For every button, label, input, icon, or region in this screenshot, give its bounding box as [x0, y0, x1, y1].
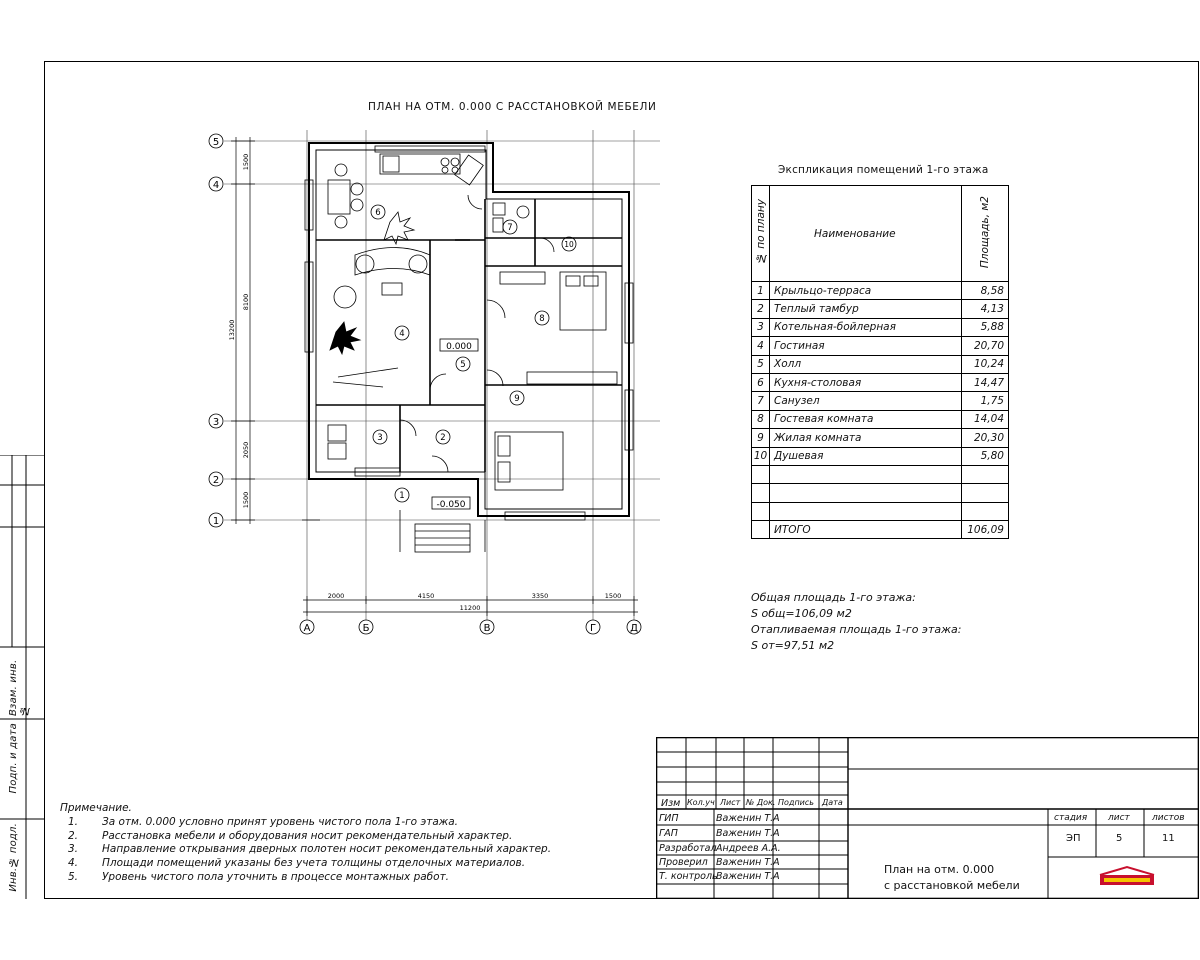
stamp-role: Проверил: [659, 857, 708, 868]
stamp-role: Разработал: [659, 843, 717, 854]
stamp-drawing-title-1: План на отм. 0.000: [884, 863, 995, 876]
stamp-stage-label: стадия: [1054, 813, 1088, 823]
summary-heated-label: Отапливаемая площадь 1-го этажа:: [751, 623, 962, 636]
note-item: [60, 830, 551, 844]
note-number: 2.: [68, 829, 79, 842]
room-name-cell: Теплый тамбур: [770, 300, 962, 318]
room-number-cell: 9: [752, 429, 770, 447]
stamp-header-list: Лист: [720, 798, 741, 807]
col-area-header: Площадь, м2: [962, 186, 1009, 282]
axis-h-4: 4: [212, 180, 220, 191]
dim-left-3: 8100: [242, 293, 250, 311]
table-row: [752, 410, 1009, 428]
summary-total-label: Общая площадь 1-го этажа:: [751, 591, 916, 604]
total-area: 106,09: [962, 521, 1009, 539]
dim-bottom-4: 1500: [604, 592, 622, 600]
dim-left-1: 1500: [242, 491, 250, 509]
area-summary: [751, 590, 961, 654]
notes-title: Примечание.: [60, 802, 132, 814]
table-row: [752, 447, 1009, 465]
stamp-header-izm: Изм: [661, 798, 681, 809]
level-porch: -0.050: [436, 500, 466, 510]
note-text: Площади помещений указаны без учета толщины отделочных материалов.: [102, 857, 526, 870]
room-name-cell: Душевая: [770, 447, 962, 465]
note-number: 1.: [68, 815, 79, 828]
col-number-header: № по плану: [752, 186, 770, 282]
col-name-header: Наименование: [770, 186, 962, 282]
note-text: Расстановка мебели и оборудования носит рекомендательный характер.: [102, 829, 513, 842]
note-item: [60, 857, 551, 871]
side-stamp-inv: Инв.№ подл.: [8, 823, 19, 892]
room-area-cell: 10,24: [962, 355, 1009, 373]
table-row: [752, 282, 1009, 300]
stamp-person: Важенин Т.А: [716, 828, 780, 839]
stamp-sheet-label: лист: [1108, 813, 1130, 823]
axis-v-a: А: [303, 623, 311, 634]
axis-v-d: Д: [630, 623, 638, 634]
room-num-7: 7: [507, 223, 513, 233]
note-number: 3.: [68, 843, 79, 856]
note-item: [60, 871, 551, 885]
room-area-cell: 14,47: [962, 373, 1009, 391]
stamp-sheets-value: 11: [1162, 833, 1175, 844]
room-area-cell: 14,04: [962, 410, 1009, 428]
side-stamp-vzam: Взам. инв. №: [8, 659, 30, 716]
room-number-cell: 6: [752, 373, 770, 391]
room-num-9: 9: [514, 394, 520, 404]
room-name-cell: Крыльцо-терраса: [770, 282, 962, 300]
company-logo: [1096, 865, 1158, 887]
stamp-header-date: Дата: [822, 798, 843, 807]
stamp-drawing-title-2: с расстановкой мебели: [884, 879, 1020, 892]
explication-title: Экспликация помещений 1-го этажа: [778, 164, 989, 176]
note-item: [60, 816, 551, 830]
dim-bottom-1: 2000: [327, 592, 345, 600]
room-name-cell: Котельная-бойлерная: [770, 318, 962, 336]
room-area-cell: 5,88: [962, 318, 1009, 336]
axis-h-3: 3: [212, 417, 220, 428]
level-main: 0.000: [446, 342, 472, 352]
room-name-cell: Гостевая комната: [770, 410, 962, 428]
summary-heated-value: S от=97,51 м2: [751, 639, 835, 652]
room-num-6: 6: [375, 208, 381, 218]
dim-bottom-2: 4150: [417, 592, 435, 600]
room-area-cell: 5,80: [962, 447, 1009, 465]
dim-left-4: 1500: [242, 153, 250, 171]
room-name-cell: Кухня-столовая: [770, 373, 962, 391]
axis-h-1: 1: [212, 516, 220, 527]
table-row: [752, 300, 1009, 318]
stamp-stage-value: ЭП: [1066, 833, 1081, 844]
axis-v-g: Г: [589, 623, 597, 634]
stamp-header-sign: Подпись: [778, 798, 814, 807]
stamp-role: Т. контроль: [659, 871, 718, 882]
room-name-cell: Санузел: [770, 392, 962, 410]
room-number-cell: 4: [752, 337, 770, 355]
note-text: Направление открывания дверных полотен носит рекомендательный характер.: [102, 843, 552, 856]
table-row: [752, 373, 1009, 391]
title-block: [656, 737, 1199, 899]
table-row-total: [752, 521, 1009, 539]
table-row: [752, 429, 1009, 447]
table-row-empty: [752, 502, 1009, 520]
room-name-cell: Гостиная: [770, 337, 962, 355]
side-stamp-podp: Подп. и дата: [8, 723, 19, 794]
room-num-5: 5: [460, 360, 466, 370]
room-number-cell: 10: [752, 447, 770, 465]
stamp-role: ГИП: [659, 813, 679, 824]
room-number-cell: 5: [752, 355, 770, 373]
stamp-header-doc: № Док.: [746, 798, 776, 807]
room-num-2: 2: [440, 433, 446, 443]
room-num-10: 10: [564, 240, 574, 249]
note-number: 4.: [68, 857, 79, 870]
axis-v-v: В: [483, 623, 491, 634]
stamp-role: ГАП: [659, 828, 678, 839]
table-row: [752, 392, 1009, 410]
stamp-person: Важенин Т.А: [716, 813, 780, 824]
note-item: [60, 843, 551, 857]
room-area-cell: 8,58: [962, 282, 1009, 300]
table-row-empty: [752, 465, 1009, 483]
stamp-sheets-label: листов: [1152, 813, 1185, 823]
room-num-4: 4: [399, 329, 405, 339]
room-number-cell: 7: [752, 392, 770, 410]
room-num-3: 3: [377, 433, 383, 443]
table-row-empty: [752, 484, 1009, 502]
room-area-cell: 20,30: [962, 429, 1009, 447]
plan-title: ПЛАН НА ОТМ. 0.000 С РАССТАНОВКОЙ МЕБЕЛИ: [368, 101, 657, 113]
room-area-cell: 4,13: [962, 300, 1009, 318]
room-num-8: 8: [539, 314, 545, 324]
dim-bottom-3: 3350: [531, 592, 549, 600]
room-number-cell: 3: [752, 318, 770, 336]
stamp-person: Важенин Т.А: [716, 871, 780, 882]
total-label: ИТОГО: [770, 521, 962, 539]
table-row: [752, 318, 1009, 336]
room-name-cell: Жилая комната: [770, 429, 962, 447]
table-row: [752, 355, 1009, 373]
room-num-1: 1: [399, 491, 405, 501]
axis-h-5: 5: [212, 137, 220, 148]
stamp-header-koluch: Кол.уч: [687, 798, 715, 807]
note-number: 5.: [68, 870, 79, 883]
dim-left-2: 2050: [242, 441, 250, 459]
stamp-sheet-value: 5: [1116, 833, 1123, 844]
axis-v-b: Б: [362, 623, 370, 634]
room-name-cell: Холл: [770, 355, 962, 373]
notes-block: [60, 802, 551, 885]
dim-left-total: 13200: [228, 319, 236, 341]
note-text: Уровень чистого пола уточнить в процессе монтажных работ.: [102, 870, 450, 883]
room-number-cell: 2: [752, 300, 770, 318]
explication-table: [751, 185, 1009, 539]
note-text: За отм. 0.000 условно принят уровень чистого пола 1-го этажа.: [102, 815, 458, 828]
room-area-cell: 20,70: [962, 337, 1009, 355]
table-row: [752, 337, 1009, 355]
axis-h-2: 2: [212, 475, 220, 486]
stamp-person: Важенин Т.А: [716, 857, 780, 868]
room-number-cell: 8: [752, 410, 770, 428]
dim-bottom-total: 11200: [459, 604, 481, 612]
summary-total-value: S общ=106,09 м2: [751, 607, 852, 620]
room-number-cell: 1: [752, 282, 770, 300]
stamp-person: Андреев А.А.: [716, 843, 781, 854]
room-area-cell: 1,75: [962, 392, 1009, 410]
